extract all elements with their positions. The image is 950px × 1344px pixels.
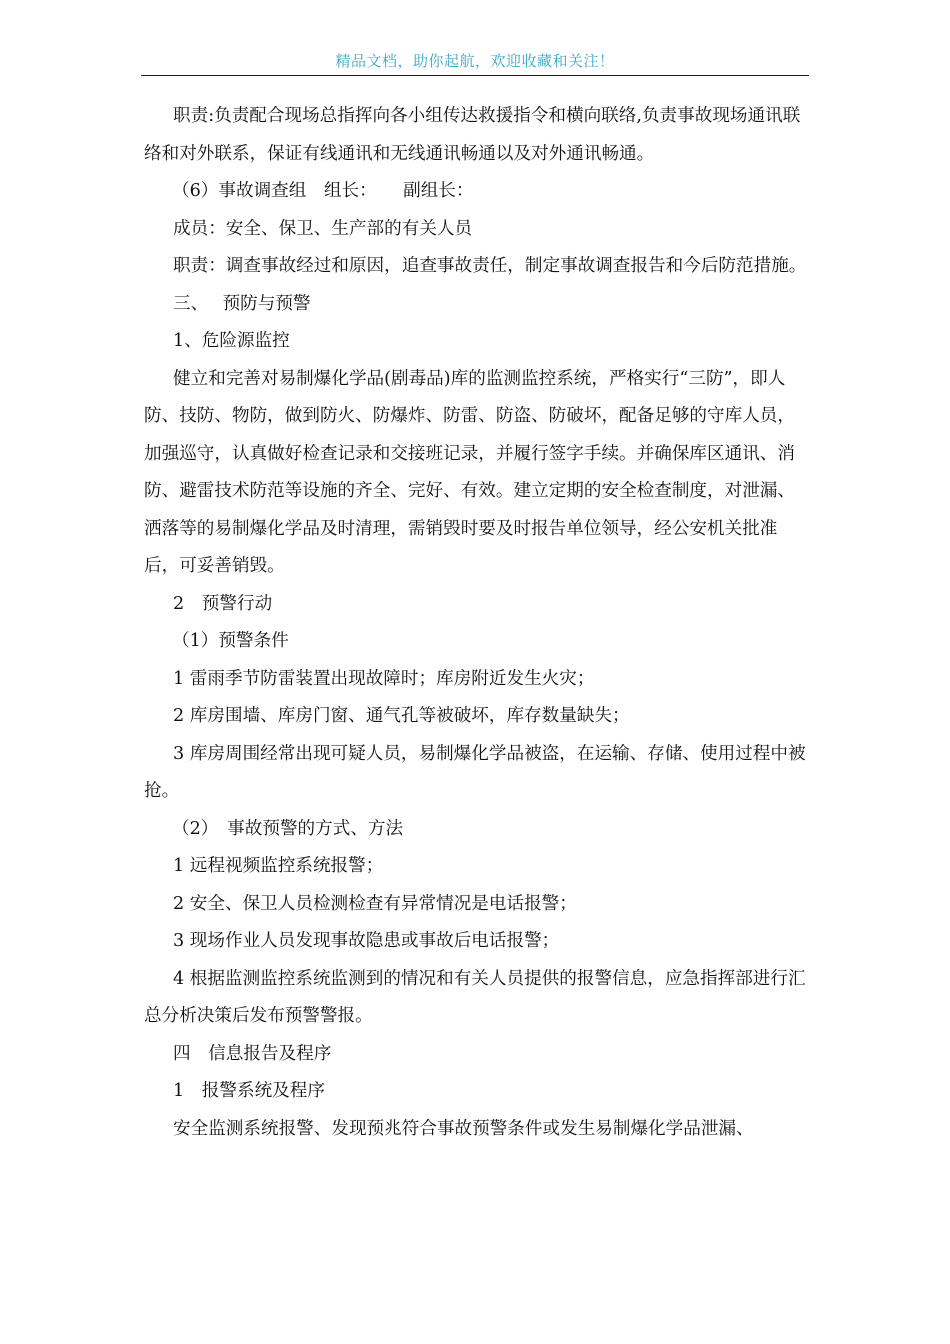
paragraph: （2） 事故预警的方式、方法 xyxy=(172,818,404,839)
section-heading: 四 信息报告及程序 xyxy=(173,1043,332,1064)
list-item: 2 库房围墙、库房门窗、通气孔等被破坏，库存数量缺失； xyxy=(173,706,630,726)
subsection-heading: 1 报警系统及程序 xyxy=(173,1081,325,1101)
header-divider xyxy=(141,75,809,76)
subsection-heading: 1、危险源监控 xyxy=(173,331,290,351)
paragraph: （1）预警条件 xyxy=(172,631,289,651)
list-item: 3 现场作业人员发现事故隐患或事故后电话报警； xyxy=(173,931,560,951)
paragraph: 职责:负责配合现场总指挥向各小组传达救援指令和横向联络,负责事故现场通讯联络和对外联系，保证有线通讯和无线通讯畅通以及对外通讯畅通。 xyxy=(144,106,801,164)
page-header-banner: 精品文档，助你起航，欢迎收藏和关注！ xyxy=(335,52,615,70)
paragraph: （6）事故调查组 组长： 副组长： xyxy=(172,181,474,201)
list-item: 4 根据监测监控系统监测到的情况和有关人员提供的报警信息，应急指挥部进行汇总分析决策后发布预警警报。 xyxy=(144,968,806,1026)
paragraph: 安全监测系统报警、发现预兆符合事故预警条件或发生易制爆化学品泄漏、 xyxy=(173,1118,754,1139)
list-item: 3 库房周围经常出现可疑人员，易制爆化学品被盗，在运输、存储、使用过程中被抢。 xyxy=(144,743,806,801)
document-body xyxy=(144,98,812,1148)
paragraph: 职责：调查事故经过和原因，追查事故责任，制定事故调查报告和今后防范措施。 xyxy=(173,256,807,276)
paragraph: 健立和完善对易制爆化学品(剧毒品)库的监测监控系统，严格实行“三防”，即人防、技防、物防，做到防火、防爆炸、防雷、防盗、防破坏，配备足够的守库人员，加强巡守，认真做好检查记录和交接班记录，并履行签字手续。并确保库区通讯、消防、避雷技术防范等设施的齐全、完好、有效。建立定期的安全检查制度，对泄漏、洒落等的易制爆化学品及时清理，需销毁时要及时报告单位领导，经公安机关批准后，可妥善销毁。 xyxy=(144,368,795,576)
list-item: 1 雷雨季节防雷装置出现故障时；库房附近发生火灾； xyxy=(173,668,595,689)
subsection-heading: 2 预警行动 xyxy=(173,593,273,614)
list-item: 1 远程视频监控系统报警； xyxy=(173,856,384,876)
list-item: 2 安全、保卫人员检测检查有异常情况是电话报警； xyxy=(173,893,577,914)
section-heading: 三、 预防与预警 xyxy=(173,293,311,314)
paragraph: 成员：安全、保卫、生产部的有关人员 xyxy=(173,218,473,239)
